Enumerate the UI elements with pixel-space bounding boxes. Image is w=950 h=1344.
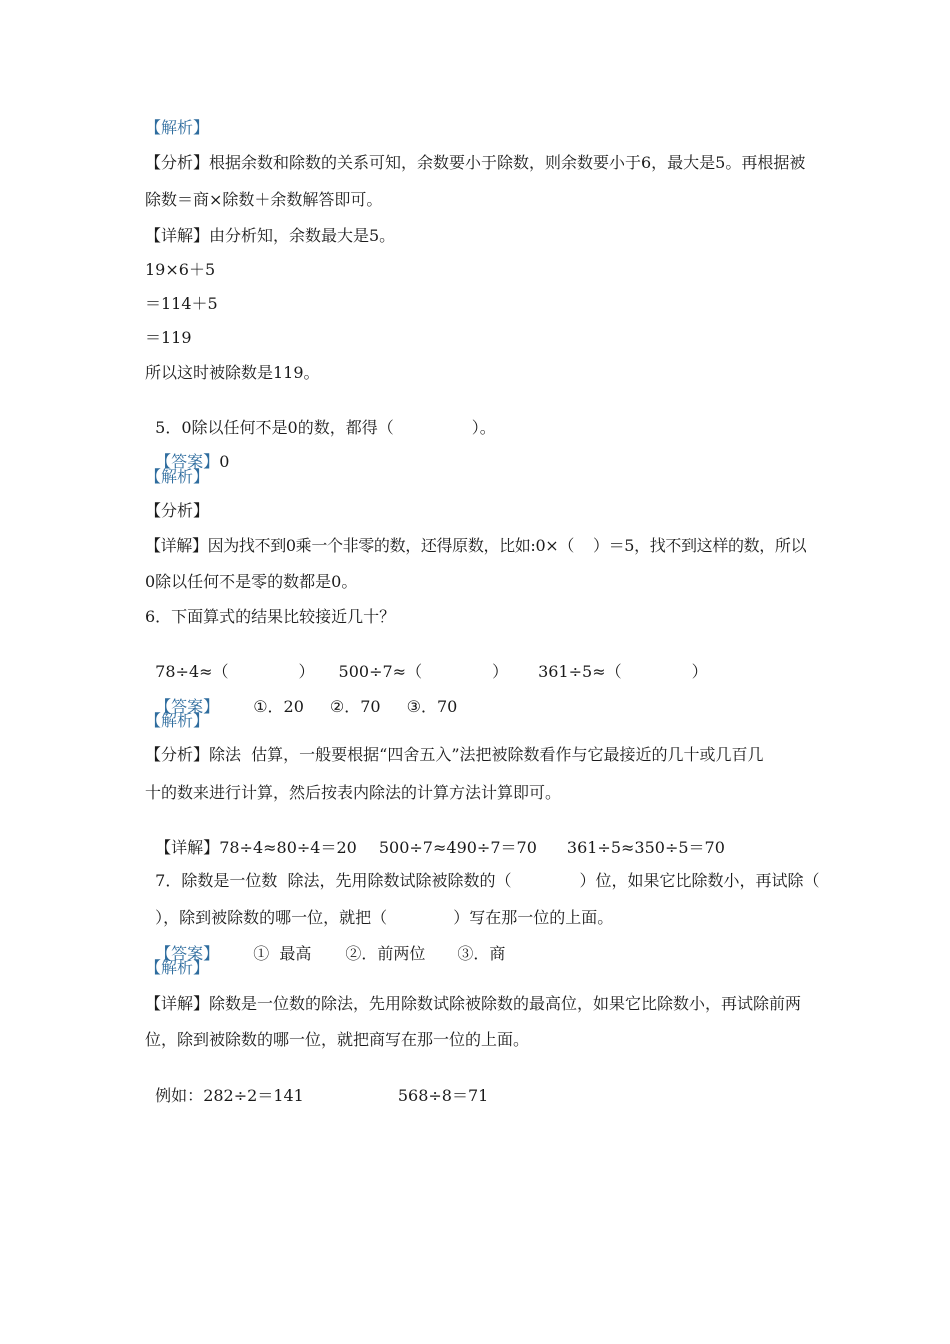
question-7-line-2 [145,888,613,928]
answer-5 [145,432,229,472]
example-label: 例如： [155,1086,204,1105]
example-calc-2: 568÷8＝71 [397,1086,489,1105]
calc-line: 19×6＋5 [145,260,216,279]
question-6-expressions [145,642,708,682]
detail-text-line: 【详解】因为找不到0乘一个非零的数，还得原数，比如:0×（ ）＝5，找不到这样的数，所以 [145,536,807,555]
example-calc-1: 282÷2＝141 [203,1086,304,1105]
analysis-text-line: 除数＝商×除数＋余数解答即可。 [145,190,383,209]
section-analysis-label: 【解析】 [145,958,210,977]
answer-6-value-3: ③．70 [406,697,458,716]
section-analysis-label: 【解析】 [145,118,210,137]
expr-3: 361÷5≈（ [538,662,622,681]
question-6-title: 6．下面算式的结果比较接近几十？ [145,607,396,626]
expr-2: 500÷7≈（ [338,662,423,681]
answer-7-value-1: ① 最高 [253,944,312,963]
calc-line: ＝119 [145,328,192,347]
detail-tag: 【详解】 [155,838,220,857]
expr-close: ） [492,662,509,681]
question-7-part-1: 7．除数是一位数 除法，先用除数试除被除数的（ [155,871,512,890]
answer-5-value: 0 [219,452,230,471]
example-line [145,1066,488,1106]
question-5-suffix: ）。 [471,418,496,437]
question-7-line-1 [145,851,820,891]
answer-7-value-3: ③．商 [457,944,506,963]
detail-calc-2: 500÷7≈490÷7＝70 [378,838,537,857]
answer-tag: 【答案】 [155,452,220,471]
answer-6-value-2: ②．70 [329,697,381,716]
calc-line: ＝114＋5 [145,294,218,313]
conclusion-line: 所以这时被除数是119。 [145,363,320,382]
detail-calc-3: 361÷5≈350÷5＝70 [566,838,725,857]
answer-tag: 【答案】 [155,944,220,963]
expr-close: ） [691,662,708,681]
question-7-part-2: ）位，如果它比除数小，再试除（ [579,871,820,890]
answer-6-value-1: ①．20 [253,697,304,716]
question-5-prefix: 5．0除以任何不是0的数，都得（ [155,418,394,437]
expr-1: 78÷4≈（ [155,662,229,681]
analysis-text-line: 十的数来进行计算，然后按表内除法的计算方法计算即可。 [145,783,562,802]
detail-calc-1: 78÷4≈80÷4＝20 [219,838,357,857]
detail-text-line: 0除以任何不是零的数都是0。 [145,572,358,591]
section-analysis-label: 【解析】 [145,711,210,730]
answer-tag: 【答案】 [155,697,220,716]
detail-text-line: 位，除到被除数的哪一位，就把商写在那一位的上面。 [145,1030,530,1049]
analysis-label: 【分析】 [145,501,210,520]
answer-7-value-2: ②．前两位 [345,944,426,963]
question-7-part-3: ），除到被除数的哪一位，就把（ [155,908,388,927]
analysis-text-line: 【分析】根据余数和除数的关系可知，余数要小于除数，则余数要小于6，最大是5。再根据被 [145,153,806,172]
analysis-text-line: 【分析】除法 估算，一般要根据“四舍五入”法把被除数看作与它最接近的几十或几百几 [145,745,764,764]
detail-text-line: 【详解】除数是一位数的除法，先用除数试除被除数的最高位，如果它比除数小，再试除前两 [145,994,802,1013]
question-7-part-4: ）写在那一位的上面。 [453,908,614,927]
detail-text-line: 【详解】由分析知，余数最大是5。 [145,226,396,245]
section-analysis-label: 【解析】 [145,467,210,486]
expr-close: ） [298,662,315,681]
